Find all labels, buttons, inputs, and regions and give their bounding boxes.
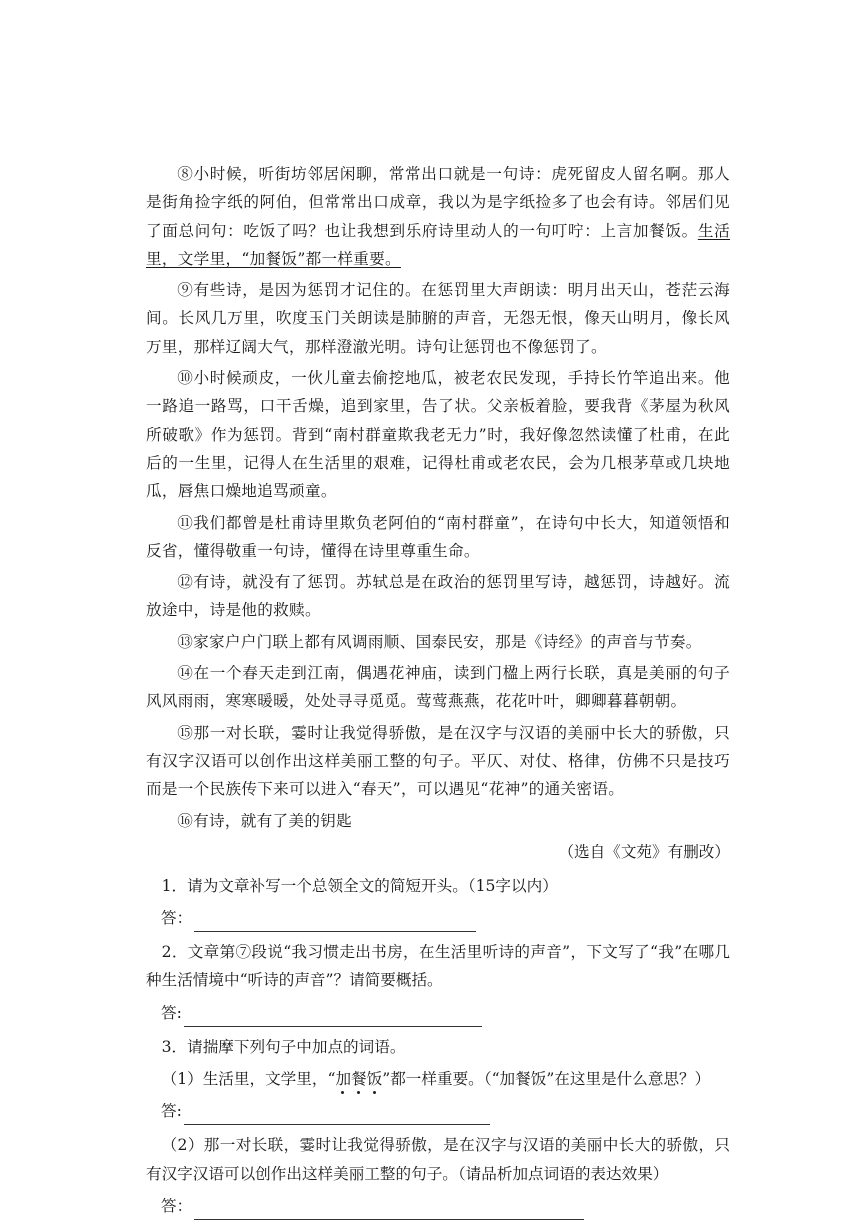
paragraph-8-underlined: 生活里，文学里，“加餐饭”都一样重要。 [146, 221, 731, 268]
answer-3-1-blank[interactable] [184, 1106, 490, 1125]
paragraph-11: ⑪我们都曾是杜甫诗里欺负老阿伯的“南村群童”，在诗句中长大，知道领悟和反省，懂得敬重一句诗，懂得在诗里尊重生命。 [146, 513, 730, 560]
paragraph-14: ⑭在一个春天走到江南，偶遇花神庙，读到门楹上两行长联，真是美丽的句子风风雨雨，寒寒暖暖，处处寻寻觅觅。莺莺燕燕，花花叶叶，卿卿暮暮朝朝。 [146, 664, 730, 711]
paragraph-8-text: ⑧小时候，听街坊邻居闲聊，常常出口就是一句诗：虎死留皮人留名啊。那人是街角捡字纸的阿伯，但常常出口成章，我以为是字纸捡多了也会有诗。邻居们见了面总问句：吃饭了吗？也让我想到乐府诗里动人的一句叮咛：上言加餐饭。 [146, 165, 730, 240]
answer-1-label: 答： [161, 909, 193, 928]
emphasis-dot [373, 1091, 376, 1094]
paragraph-12: ⑫有诗，就没有了惩罚。苏轼总是在政治的惩罚里写诗，越惩罚，诗越好。流放途中，诗是他的救赎。 [146, 573, 730, 620]
question-3: 3．请揣摩下列句子中加点的词语。 [161, 1037, 406, 1056]
sub-1-post: ”都一样重要。（“加餐饭”在这里是什么意思？） [382, 1070, 711, 1089]
question-1: 1．请为文章补写一个总领全文的简短开头。（15字以内） [161, 876, 558, 895]
paragraph-10: ⑩小时候顽皮，一伙儿童去偷挖地瓜，被老农民发现，手持长竹竿追出来。他一路追一路骂，口干舌燥，追到家里，告了状。父亲板着脸，要我背《茅屋为秋风所破歌》作为惩罚。背到“南村群童欺我老无力”时，我好像忽然读懂了杜甫，在此后的一生里，记得人在生活里的艰难，记得杜甫或老农民，会为几根茅草或几块地瓜，唇焦口燥地追骂顽童。 [146, 369, 730, 501]
document-page [146, 160, 730, 1226]
source-citation: （选自《文苑》有删改） [558, 842, 730, 861]
paragraph-8 [146, 160, 730, 273]
sub-1-pre: （1）生活里，文学里，“ [161, 1070, 336, 1089]
dotted-word [335, 1070, 382, 1088]
question-2: 2．文章第⑦段说“我习惯走出书房，在生活里听诗的声音”，下文写了“我”在哪几种生活情境中“听诗的声音”？请简要概括。 [146, 943, 730, 990]
question-3-sub-2: （2）那一对长联，霎时让我觉得骄傲，是在汉字与汉语的美丽中长大的骄傲，只有汉字汉语可以创作出这样美丽工整的句子。（请品析加点词语的表达效果） [146, 1136, 730, 1183]
paragraph-9: ⑨有些诗，是因为惩罚才记住的。在惩罚里大声朗读：明月出天山，苍茫云海间。长风几万里，吹度玉门关朗读是肺腑的声音，无怨无恨，像天山明月，像长风万里，那样辽阔大气，那样澄澈光明。诗句让惩罚也不像惩罚了。 [146, 281, 730, 356]
answer-2-blank[interactable] [184, 1008, 482, 1027]
paragraph-15: ⑮那一对长联，霎时让我觉得骄傲，是在汉字与汉语的美丽中长大的骄傲，只有汉字汉语可以创作出这样美丽工整的句子。平仄、对仗、格律，仿佛不只是技巧而是一个民族传下来可以进入“春天”，可以遇见“花神”的通关密语。 [146, 723, 730, 799]
paragraph-16: ⑯有诗，就有了美的钥匙 [177, 811, 353, 830]
emphasis-dot [357, 1091, 360, 1094]
answer-1-blank[interactable] [194, 913, 476, 932]
emphasis-dot [341, 1091, 344, 1094]
answer-3-2-label: 答： [161, 1196, 193, 1215]
answer-1 [146, 904, 730, 932]
answer-3-2-blank[interactable] [194, 1201, 584, 1220]
answer-2 [146, 999, 730, 1027]
paragraph-13: ⑬家家户户门联上都有风调雨顺、国泰民安，那是《诗经》的声音与节奏。 [177, 632, 702, 651]
answer-3-1 [146, 1097, 730, 1125]
answer-2-label: 答: [161, 1003, 182, 1022]
answer-3-1-label: 答: [161, 1102, 182, 1121]
question-3-sub-1 [146, 1065, 730, 1093]
dotted-word-text: 加餐饭 [335, 1070, 383, 1089]
